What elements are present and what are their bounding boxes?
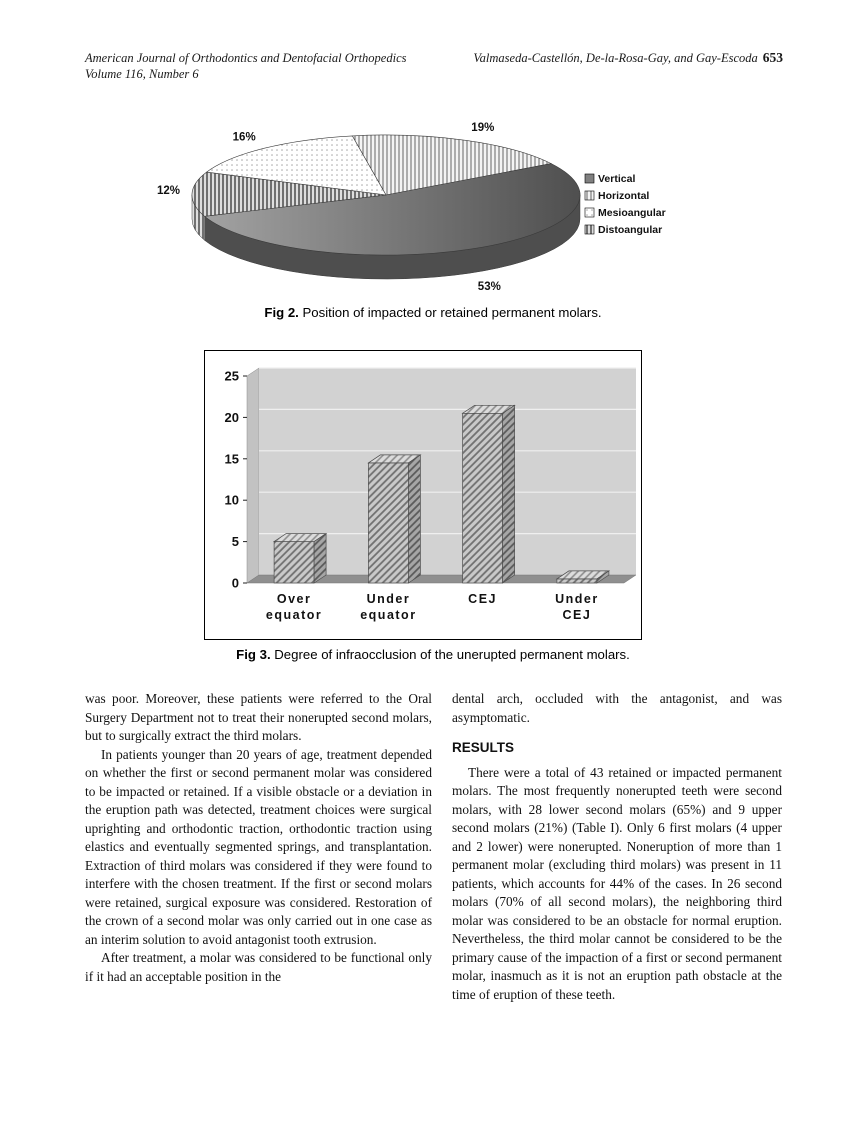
figure-3-bar-chart — [204, 350, 642, 640]
paragraph: After treatment, a molar was considered to be functional only if it had an acceptable position in the — [85, 950, 432, 984]
paragraph: was poor. Moreover, these patients were referred to the Oral Surgery Department not to treat their nonerupted second molars, but to surgically extract the third molars. — [85, 691, 432, 743]
paragraph: In patients younger than 20 years of age, treatment depended on whether the first or second permanent molar was considered to be impacted or retained. If a visible obstacle or a deviation in the eruption path was detected, treatment choices were surgical uprighting and orthodontic traction, orthodontic traction using elastics and eventually segmented springs, and transplantation. Extraction of third molars was considered if they were found to interfere with the chosen treatment. If the first or second molars were retained, surgical exposure was considered. Restoration of the crown of a second molar was only carried out in one case as an interim solution to avoid antagonist tooth extrusion. — [85, 746, 432, 947]
bar-chart-svg — [204, 350, 642, 640]
fig2-caption-text: Position of impacted or retained permanent molars. — [298, 305, 602, 320]
svg-text:53%: 53% — [477, 280, 501, 293]
svg-text:15: 15 — [224, 451, 239, 467]
figure-2-pie-chart — [150, 103, 730, 308]
svg-text:Under: Under — [555, 592, 599, 606]
svg-text:CEJ: CEJ — [468, 592, 498, 606]
journal-title: American Journal of Orthodontics and Dentofacial Orthopedics — [85, 51, 407, 65]
svg-text:19%: 19% — [471, 122, 495, 135]
fig3-caption-text: Degree of infraocclusion of the unerupted permanent molars. — [270, 647, 630, 662]
svg-text:12%: 12% — [156, 185, 180, 197]
svg-text:Vertical: Vertical — [598, 173, 636, 185]
svg-text:equator: equator — [360, 608, 417, 622]
svg-text:Horizontal: Horizontal — [598, 190, 650, 202]
pie-legend — [585, 173, 666, 236]
pie-slices — [157, 122, 580, 293]
fig3-caption-label: Fig 3. — [236, 647, 271, 662]
journal-volume: Volume 116, Number 6 — [85, 67, 199, 81]
svg-text:Mesioangular: Mesioangular — [598, 207, 666, 219]
paragraph: There were a total of 43 retained or impacted permanent molars. The most frequently nonerupted teeth were second molars, with 28 lower second molars (65%) and 9 upper second molars (21%) (Table I). Only 6 first molars (4 upper and 2 lower) were nonerupted. Noneruption of more than 1 permanent molar (excluding third molars) was present in 11 patients, which accounts for 44% of the cases. In 26 second molars (70% of all second molars), the neighboring third molar was considered to be an obstacle for normal eruption. Nevertheless, the third molar cannot be considered to be the primary cause of the impaction of a first or second permanent molar, inasmuch as it is not an eruption path obstacle at the time of eruption of these teeth. — [452, 764, 782, 1002]
svg-text:Over: Over — [276, 592, 312, 606]
fig3-caption — [0, 647, 866, 662]
svg-text:25: 25 — [224, 368, 239, 384]
page-number: 653 — [762, 50, 783, 65]
fig2-caption — [0, 305, 866, 320]
results-heading: RESULTS — [452, 740, 515, 755]
authors: Valmaseda-Castellón, De-la-Rosa-Gay, and Gay-Escoda — [473, 51, 758, 65]
svg-text:16%: 16% — [232, 131, 256, 144]
left-text-column — [85, 690, 432, 986]
svg-text:20: 20 — [224, 409, 239, 425]
right-text-column — [452, 690, 782, 1004]
svg-text:equator: equator — [265, 608, 323, 622]
svg-text:CEJ: CEJ — [562, 608, 592, 622]
svg-text:0: 0 — [231, 575, 239, 591]
journal-header-left — [85, 50, 407, 82]
svg-text:10: 10 — [224, 492, 239, 508]
svg-text:Under: Under — [366, 592, 411, 606]
journal-header-right — [473, 50, 783, 66]
svg-text:Distoangular: Distoangular — [598, 224, 663, 236]
paragraph: dental arch, occluded with the antagonist, and was asymptomatic. — [452, 691, 782, 725]
fig2-caption-label: Fig 2. — [264, 305, 299, 320]
svg-text:5: 5 — [231, 534, 239, 550]
pie-chart-svg — [150, 103, 730, 308]
